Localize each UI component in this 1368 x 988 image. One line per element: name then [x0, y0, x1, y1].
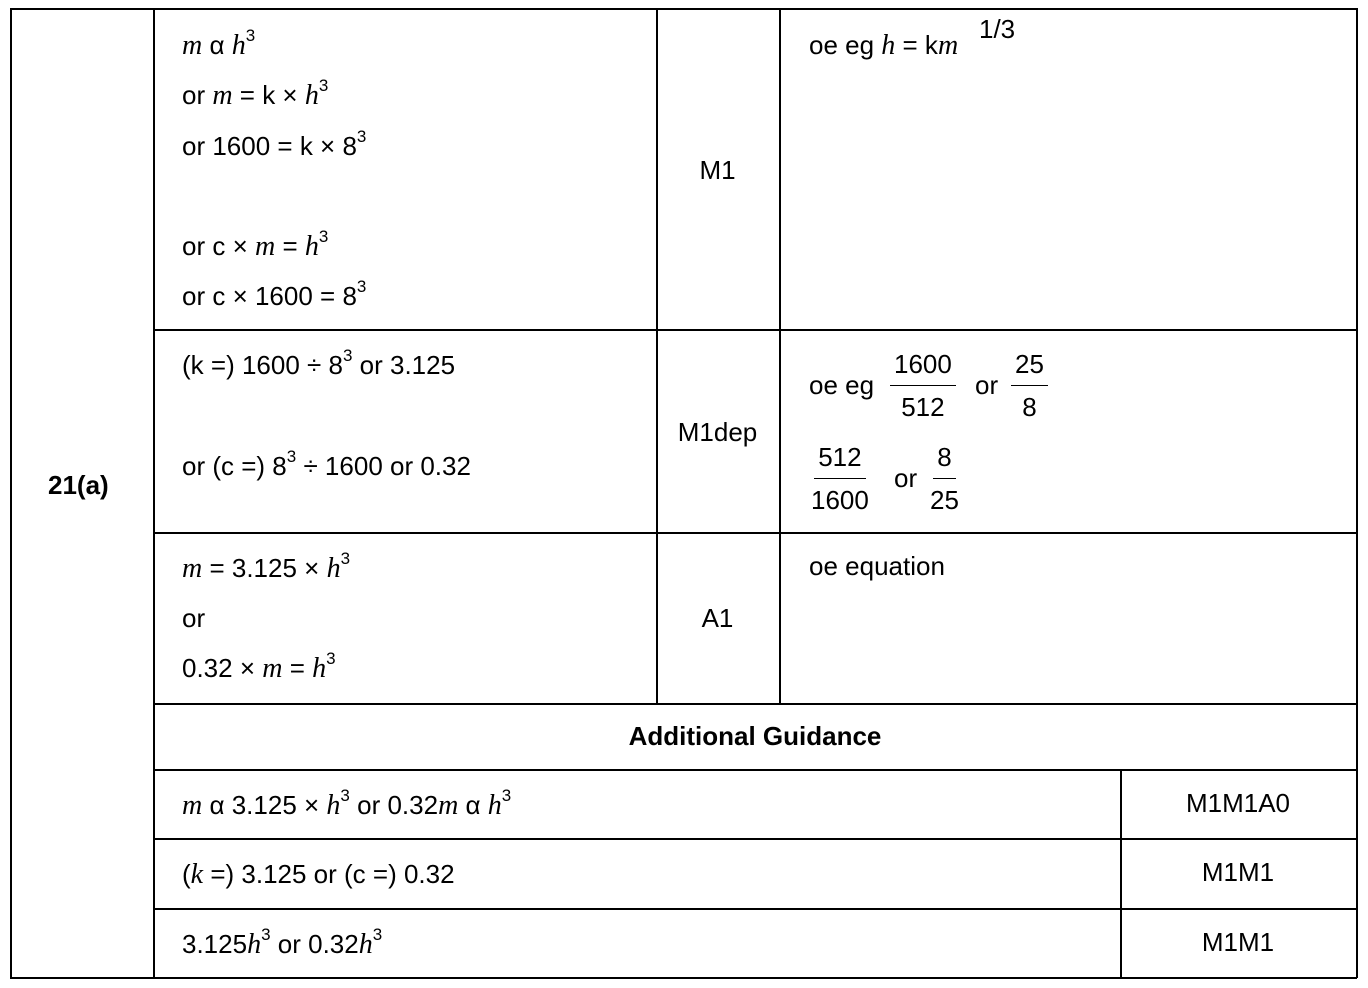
row2-line1: (k =) $1600 \div 8^3$ or 3.125: [182, 346, 456, 380]
guidance-title-bottom-border: [153, 769, 1357, 771]
or-word-2: or: [894, 463, 918, 493]
guidance-row1-bottom-border: [153, 838, 1357, 840]
guidance-row1-mark: M1M1A0: [1185, 788, 1291, 818]
row1-bottom-border: [153, 329, 1357, 331]
question-column-divider: [153, 8, 155, 978]
guidance-row3-mark: M1M1: [1201, 927, 1275, 957]
question-number: 21(a): [48, 470, 109, 500]
row2-mark: M1dep: [677, 417, 758, 447]
table-right-border: [1356, 8, 1358, 978]
guidance-row2-bottom-border: [153, 908, 1357, 910]
row1-mark: M1: [699, 155, 736, 185]
row3-bottom-border: [153, 703, 1357, 705]
row1-line1: m α $h^3$: [182, 26, 256, 61]
guidance-row2-text: (k =) 3.125 or (c =) 0.32: [182, 859, 455, 890]
row3-line3: $0.32 \times m = h^3$: [182, 649, 336, 684]
row3-comment: oe equation: [809, 551, 945, 581]
row2-comment-prefix: oe eg: [809, 370, 875, 400]
row1-line4: or $c \times m = h^3$: [182, 227, 329, 262]
guidance-row1-text: m α $3.125 \times h^3$ or 0.32m α $h^3$: [182, 786, 512, 821]
guidance-title: Additional Guidance: [628, 721, 882, 751]
row1-comment-exponent: 1/3: [979, 14, 1016, 44]
row3-line2: or: [182, 603, 206, 633]
row1-line2: or $m = k \times h^3$: [182, 76, 329, 111]
table-left-border: [10, 8, 12, 978]
fraction-25-over-8: $\frac{25}{8}$: [1011, 349, 1048, 422]
row3-line1: $m = 3.125 \times h^3$: [182, 549, 351, 584]
table-bottom-border: [10, 977, 1357, 979]
guidance-row3-text: $3.125h^3$ or $0.32h^3$: [182, 925, 383, 960]
row2-bottom-border: [153, 532, 1357, 534]
row3-mark: A1: [701, 603, 734, 633]
fraction-512-over-1600: $\frac{512}{1600}$: [811, 442, 869, 515]
mark-column-left-divider: [656, 8, 658, 704]
mark-column-right-divider: [779, 8, 781, 704]
row1-line5: or $c \times 1600 = 8^3$: [182, 277, 367, 311]
row1-line3: or $1600 = k \times 8^3$: [182, 127, 367, 161]
row1-comment: oe eg h = km: [809, 30, 959, 61]
row2-line2: or (c =) $8^3 \div 1600$ or 0.32: [182, 447, 471, 481]
guidance-row2-mark: M1M1: [1201, 857, 1275, 887]
fraction-1600-over-512: $\frac{1600}{512}$: [890, 349, 956, 422]
or-word-1: or: [975, 370, 999, 400]
fraction-8-over-25: $\frac{8}{25}$: [930, 442, 959, 515]
table-top-border: [10, 8, 1357, 10]
